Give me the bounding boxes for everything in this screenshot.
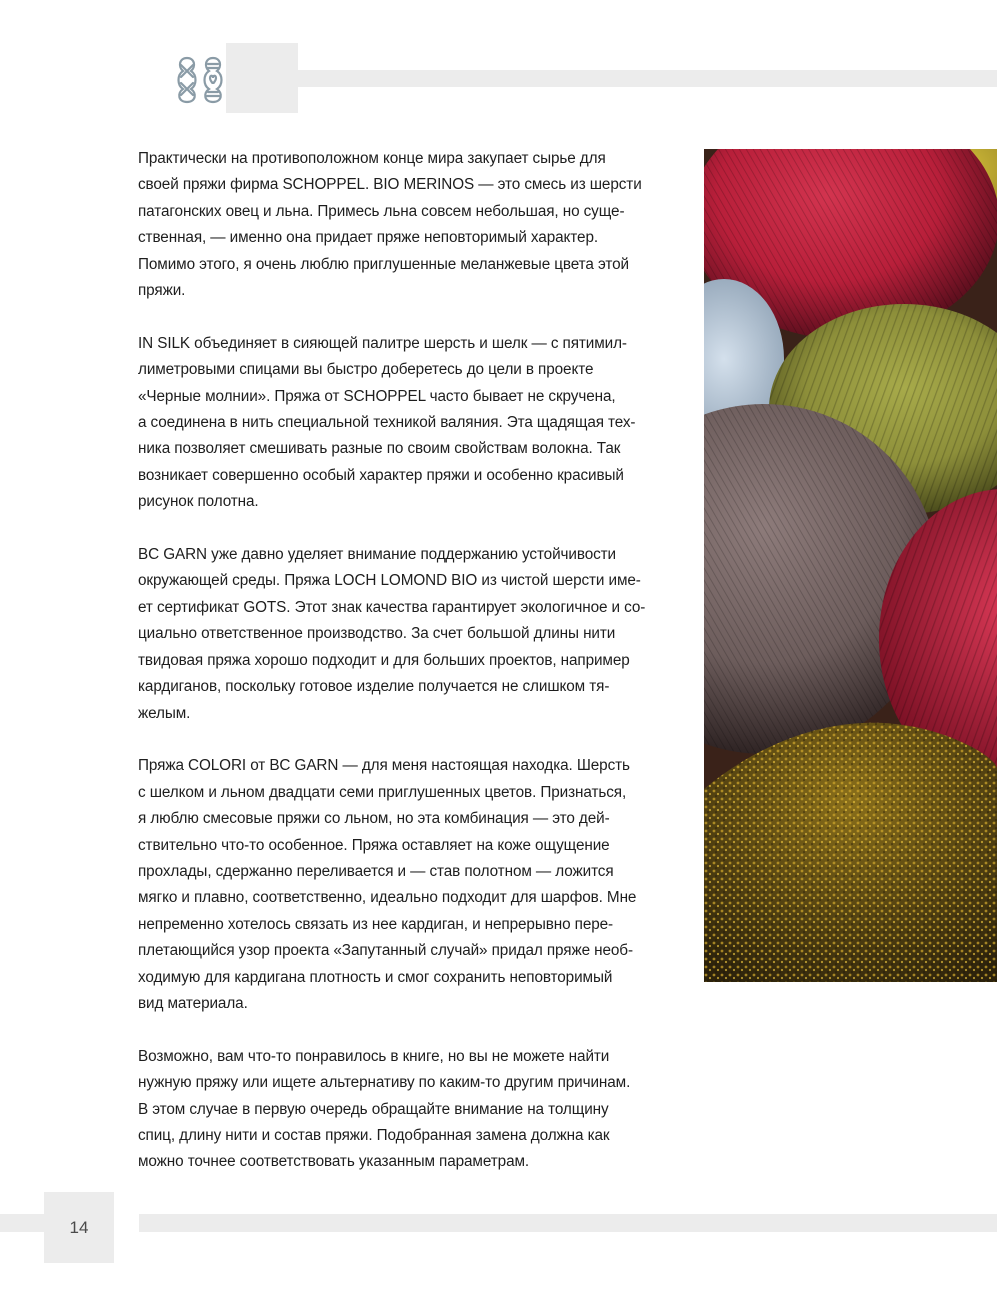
text-line: я люблю смесовые пряжи со льном, но эта комбинация — это дей-: [138, 810, 610, 828]
text-line: непременно хотелось связать из нее кардиган, и непрерывно пере-: [138, 915, 614, 933]
text-line: своей пряжи фирма SCHOPPEL. BIO MERINOS — это смесь из шерсти: [138, 176, 642, 194]
footer-bar-left: [0, 1214, 44, 1232]
text-line: «Черные молнии». Пряжа от SCHOPPEL часто бывает не скручена,: [138, 387, 616, 405]
paragraph-schoppel-bio-merinos: [138, 146, 688, 304]
footer-bar: [139, 1214, 997, 1232]
text-line: плетающийся узор проекта «Запутанный случай» придал пряже необ-: [138, 942, 633, 960]
text-line: BC GARN уже давно уделяет внимание поддержанию устойчивости: [138, 546, 617, 564]
text-line: ет сертификат GOTS. Этот знак качества гарантирует экологичное и со-: [138, 598, 646, 616]
text-line: Пряжа COLORI от BC GARN — для меня настоящая находка. Шерсть: [138, 757, 630, 775]
paragraph-in-silk: [138, 331, 688, 516]
text-line: кардиганов, поскольку готовое изделие получается не слишком тя-: [138, 678, 610, 696]
text-line: ствительно что-то особенное. Пряжа оставляет на коже ощущение: [138, 836, 610, 854]
text-line: вид материала.: [138, 994, 248, 1012]
paragraph-yarn-substitution: [138, 1044, 688, 1176]
text-line: а соединена в нить специальной техникой валяния. Эта щадящая тех-: [138, 414, 636, 432]
paragraph-bc-garn: [138, 542, 688, 727]
text-line: ника позволяет смешивать разные по своим свойствам волокна. Так: [138, 440, 621, 458]
text-line: Помимо этого, я очень люблю приглушенные меланжевые цвета этой: [138, 255, 629, 273]
text-line: твидовая пряжа хорошо подходит и для больших проектов, например: [138, 651, 630, 669]
page-number: 14: [69, 1218, 89, 1237]
yarn-photo-illustration: [704, 149, 997, 982]
text-line: рисунок полотна.: [138, 493, 259, 511]
header-bar: [298, 70, 997, 87]
text-line: прохлады, сдержанно переливается и — став полотном — ложится: [138, 862, 614, 880]
text-line: мягко и плавно, соответственно, идеально подходит для шарфов. Мне: [138, 889, 637, 907]
text-line: спиц, длину нити и состав пряжи. Подобранная замена должна как: [138, 1126, 610, 1144]
paragraph-colori: [138, 753, 688, 1017]
text-line: циально ответственное производство. За счет большой длины нити: [138, 625, 616, 643]
text-line: ходимую для кардигана плотность и смог сохранить неповторимый: [138, 968, 613, 986]
text-line: Практически на противоположном конце мира закупает сырье для: [138, 150, 606, 167]
text-line: лиметровыми спицами вы быстро доберетесь до цели в проекте: [138, 361, 594, 379]
text-line: желым.: [138, 704, 191, 722]
text-line: с шелком и льном двадцати семи приглушенных цветов. Признаться,: [138, 783, 627, 801]
text-line: IN SILK объединяет в сияющей палитре шерсть и шелк — с пятимил-: [138, 334, 627, 352]
text-line: ственная, — именно она придает пряже неповторимый характер.: [138, 229, 598, 247]
text-line: можно точнее соответствовать указанным параметрам.: [138, 1153, 530, 1171]
header-icon-box: [226, 43, 298, 113]
text-line: В этом случае в первую очередь обращайте внимание на толщину: [138, 1100, 609, 1118]
text-line: патагонских овец и льна. Примесь льна совсем небольшая, но суще-: [138, 202, 625, 220]
text-line: нужную пряжу или ищете альтернативу по каким-то другим причинам.: [138, 1074, 631, 1092]
body-text: [138, 146, 688, 1202]
yarn-photo: [704, 149, 997, 982]
text-line: возникает совершенно особый характер пряжи и особенно красивый: [138, 466, 624, 484]
text-line: окружающей среды. Пряжа LOCH LOMOND BIO из чистой шерсти име-: [138, 572, 641, 590]
text-line: Возможно, вам что-то понравилось в книге, но вы не можете найти: [138, 1047, 610, 1065]
text-line: пряжи.: [138, 282, 186, 300]
yarn-skeins-icon: [175, 55, 227, 105]
